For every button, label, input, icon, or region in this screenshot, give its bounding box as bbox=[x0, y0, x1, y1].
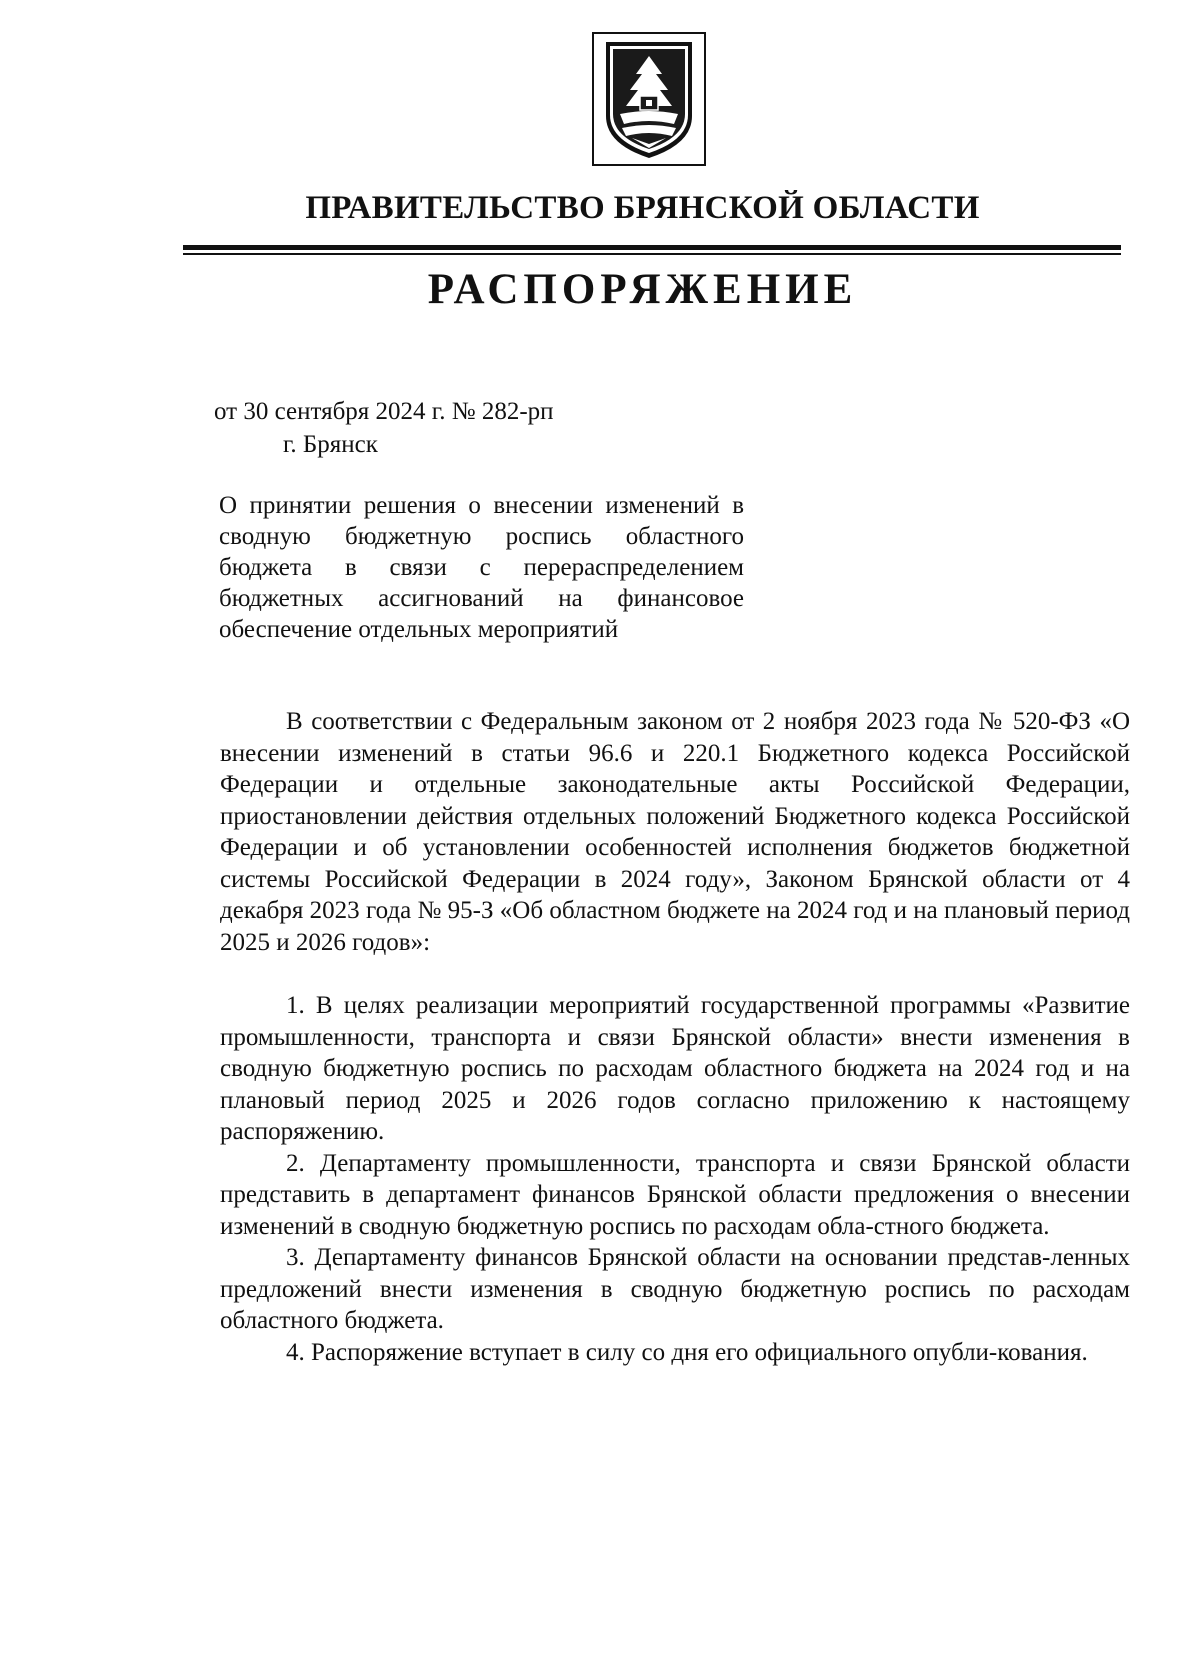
document-subject: О принятии решения о внесении изменений в сводную бюджетную роспись областного бюджета в связи с перераспределением бюджетных ассигнований на финансовое обеспечение отдельных мероприятий bbox=[219, 492, 744, 643]
resolution-item-4: 4. Распоряжение вступает в силу со дня его официального опубли-кования. bbox=[286, 1338, 1088, 1366]
resolution-item-3: 3. Департаменту финансов Брянской области на основании представ-ленных предложений внести изменения в сводную бюджетную роспись по расходам областного бюджета. bbox=[220, 1244, 1130, 1334]
document-date-number: от 30 сентября 2024 г. № 282-рп bbox=[214, 398, 554, 425]
header-rule-thin bbox=[183, 253, 1121, 255]
resolution-item-2: 2. Департаменту промышленности, транспорта и связи Брянской области представить в департамент финансов Брянской области предложения о внесении изменений в сводную бюджетную роспись по расходам обла-стного бюджета. bbox=[220, 1149, 1130, 1240]
coat-of-arms-icon bbox=[592, 32, 706, 166]
resolution-items bbox=[220, 990, 1130, 1368]
document-type-title: РАСПОРЯЖЕНИЕ bbox=[427, 266, 858, 313]
preamble bbox=[220, 706, 1130, 958]
header-rule-thick bbox=[183, 245, 1121, 250]
preamble-paragraph: В соответствии с Федеральным законом от 2 ноября 2023 года № 520-ФЗ «О внесении изменений в статьи 96.6 и 220.1 Бюджетного кодекса Российской Федерации и отдельные законодательные акты Российской Федерации, приостановлении действия отдельных положений Бюджетного кодекса Российской Федерации и об установлении особенностей исполнения бюджетов бюджетной системы Российской Федерации в 2024 году», Законом Брянской области от 4 декабря 2023 года № 95-З «Об областном бюджете на 2024 год и на плановый период 2025 и 2026 годов»: bbox=[220, 708, 1130, 956]
document-city: г. Брянск bbox=[283, 431, 378, 458]
resolution-item-1: 1. В целях реализации мероприятий государственной программы «Развитие промышленности, транспорта и связи Брянской области» внести изменения в сводную бюджетную роспись по расходам областного бюджета на 2024 год и на плановый период 2025 и 2026 годов согласно приложению к настоящему распоряжению. bbox=[220, 992, 1130, 1145]
government-title: ПРАВИТЕЛЬСТВО БРЯНСКОЙ ОБЛАСТИ bbox=[305, 190, 980, 226]
